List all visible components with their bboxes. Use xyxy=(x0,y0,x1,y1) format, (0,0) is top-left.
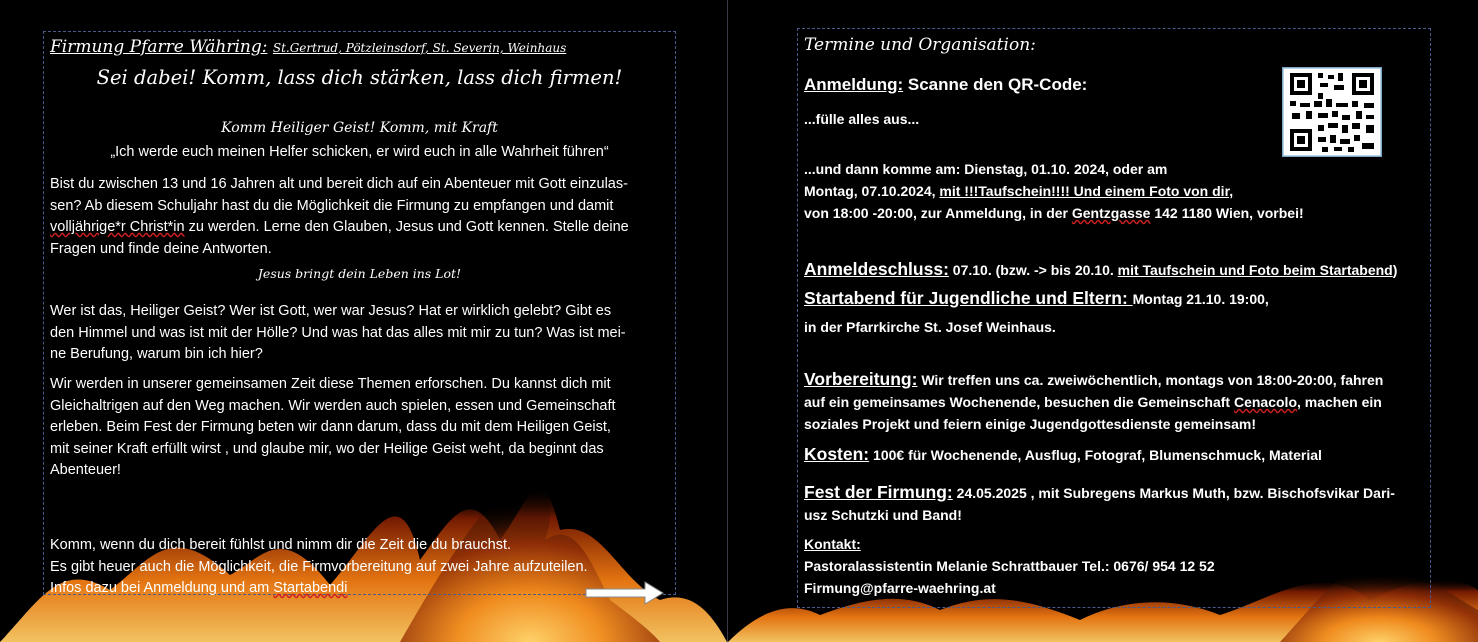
paragraph-1-line: zu werden. Lerne den Glauben, Jesus und Gott kennen. Stelle deine xyxy=(184,219,629,235)
right-arrow-icon[interactable] xyxy=(585,581,665,605)
cenacolo-word: Cenacolo xyxy=(1233,394,1297,410)
left-subtitle: Sei dabei! Komm, lass dich stärken, lass dich firmen! xyxy=(96,66,623,89)
anmeldeschluss-note: mit Taufschein und Foto beim Startabend xyxy=(1117,262,1393,278)
fest-line: 24.05.2025 , mit Subregens Markus Muth, bzw. Bischofsvikar Dari- xyxy=(952,485,1395,501)
kontakt-block xyxy=(804,533,1215,599)
paragraph-2-line: Wer ist das, Heiliger Geist? Wer ist Gott, wer war Jesus? Hat er wirklich gelebt? Gibt es xyxy=(50,303,612,319)
startabend-location: in der Pfarrkirche St. Josef Weinhaus. xyxy=(804,319,1056,335)
come-line: Montag, 07.10.2024, xyxy=(804,183,940,199)
paragraph-4-line: Infos dazu bei Anmeldung und am xyxy=(50,580,274,596)
paragraph-2 xyxy=(50,301,626,366)
startabend-line xyxy=(804,288,1269,309)
come-line: 142 1180 Wien, vorbei! xyxy=(1150,205,1304,221)
kontakt-phone: Pastoralassistentin Melanie Schrattbauer Tel.: 0676/ 954 12 52 xyxy=(804,558,1215,574)
anmeldeschluss-text: 07.10. (bzw. -> bis 20.10. xyxy=(948,262,1118,278)
fold-line xyxy=(727,0,728,642)
vorbereitung-line: Wir treffen uns ca. zweiwöchentlich, montags von 18:00-20:00, fahren xyxy=(917,372,1384,388)
paragraph-2-line: ne Berufung, warum bin ich hier? xyxy=(50,346,263,362)
paragraph-1-line: sen? Ab diesem Schuljahr hast du die Möglichkeit die Firmung zu empfangen und damit xyxy=(50,197,614,214)
anmeldeschluss-line xyxy=(804,259,1397,280)
come-block xyxy=(804,158,1304,224)
kosten-text: 100€ für Wochenende, Ausflug, Fotograf, Blumenschmuck, Material xyxy=(869,447,1322,463)
paragraph-3-line: erleben. Beim Fest der Firmung beten wir dann darum, dass du mit dem Heiligen Geist, xyxy=(50,419,611,435)
come-line: ...und dann komme am: Dienstag, 01.10. 2024, oder am xyxy=(804,161,1168,177)
spirit-heading: Komm Heiliger Geist! Komm, mit Kraft xyxy=(221,120,498,136)
paragraph-1-line: Fragen und finde deine Antworten. xyxy=(50,240,272,257)
paragraph-1-line: Bist du zwischen 13 und 16 Jahren alt und bereit dich auf ein Abenteuer mit Gott einzulas- xyxy=(50,176,628,192)
startabend-text: Montag 21.10. 19:00, xyxy=(1132,291,1269,307)
startabend-link: Startabendi xyxy=(273,580,348,596)
fest-block xyxy=(804,481,1395,526)
paragraph-2-line: den Himmel und was ist mit der Hölle? Und was hat das alles mit mir zu tun? Was ist mei- xyxy=(50,324,626,341)
kosten-line xyxy=(804,444,1322,465)
fest-label: Fest der Firmung: xyxy=(804,482,953,502)
kontakt-label: Kontakt: xyxy=(804,536,861,552)
right-panel xyxy=(797,28,1431,608)
paragraph-3 xyxy=(50,374,616,482)
vorbereitung-block xyxy=(804,368,1383,435)
vorbereitung-label: Vorbereitung: xyxy=(804,369,918,389)
paragraph-3-line: mit seiner Kraft erfüllt wirst , und glaube mir, wo der Heilige Geist weht, da beginnt das xyxy=(50,440,604,457)
paragraph-1-highlight: volljährige*r Christ*in xyxy=(50,219,185,235)
paragraph-1 xyxy=(50,174,629,260)
left-title-parishes: St.Gertrud, Pötzleinsdorf, St. Severin, Weinhaus xyxy=(272,41,567,55)
left-title: Firmung Pfarre Währing: xyxy=(50,37,268,57)
paragraph-3-line: Wir werden in unserer gemeinsamen Zeit diese Themen erforschen. Du kannst dich mit xyxy=(50,376,611,392)
paragraph-3-line: Gleichaltrigen auf den Weg machen. Wir werden auch spielen, essen und Gemeinschaft xyxy=(50,397,616,414)
startabend-label: Startabend für Jugendliche und Eltern: xyxy=(804,288,1133,308)
anmeldung-line xyxy=(804,75,1087,95)
left-panel xyxy=(43,31,676,595)
fill-text: ...fülle alles aus... xyxy=(804,111,920,127)
vorbereitung-line: , machen ein xyxy=(1297,394,1382,410)
bible-quote: „Ich werde euch meinen Helfer schicken, er wird euch in alle Wahrheit führen“ xyxy=(110,144,609,160)
vorbereitung-line: auf ein gemeinsames Wochenende, besuchen die Gemeinschaft xyxy=(804,394,1234,410)
qr-code-icon[interactable] xyxy=(1282,67,1382,157)
paragraph-3-line: Abenteuer! xyxy=(50,462,121,478)
paragraph-4 xyxy=(50,535,588,600)
jesus-line: Jesus bringt dein Leben ins Lot! xyxy=(257,266,462,281)
vorbereitung-line: soziales Projekt und feiern einige Jugendgottesdienste gemeinsam! xyxy=(804,416,1256,432)
anmeldeschluss-end: ) xyxy=(1392,262,1398,278)
kosten-label: Kosten: xyxy=(804,444,870,464)
fest-line: usz Schutzki und Band! xyxy=(804,507,962,523)
right-title: Termine und Organisation: xyxy=(804,35,1036,55)
anmeldung-label: Anmeldung: xyxy=(804,75,904,94)
paragraph-4-line: Komm, wenn du dich bereit fühlst und nimm dir die Zeit die du brauchst. xyxy=(50,537,512,553)
kontakt-email[interactable]: Firmung@pfarre-waehring.at xyxy=(804,580,996,596)
street-name: Gentzgasse xyxy=(1071,205,1151,221)
taufschein-note: mit !!!Taufschein!!!! Und einem Foto von dir, xyxy=(939,183,1234,199)
anmeldung-text: Scanne den QR-Code: xyxy=(903,75,1088,94)
come-line: von 18:00 -20:00, zur Anmeldung, in der xyxy=(804,205,1072,221)
anmeldeschluss-label: Anmeldeschluss: xyxy=(804,259,949,279)
paragraph-4-line: Es gibt heuer auch die Möglichkeit, die Firmvorbereitung auf zwei Jahre aufzuteilen. xyxy=(50,558,588,575)
